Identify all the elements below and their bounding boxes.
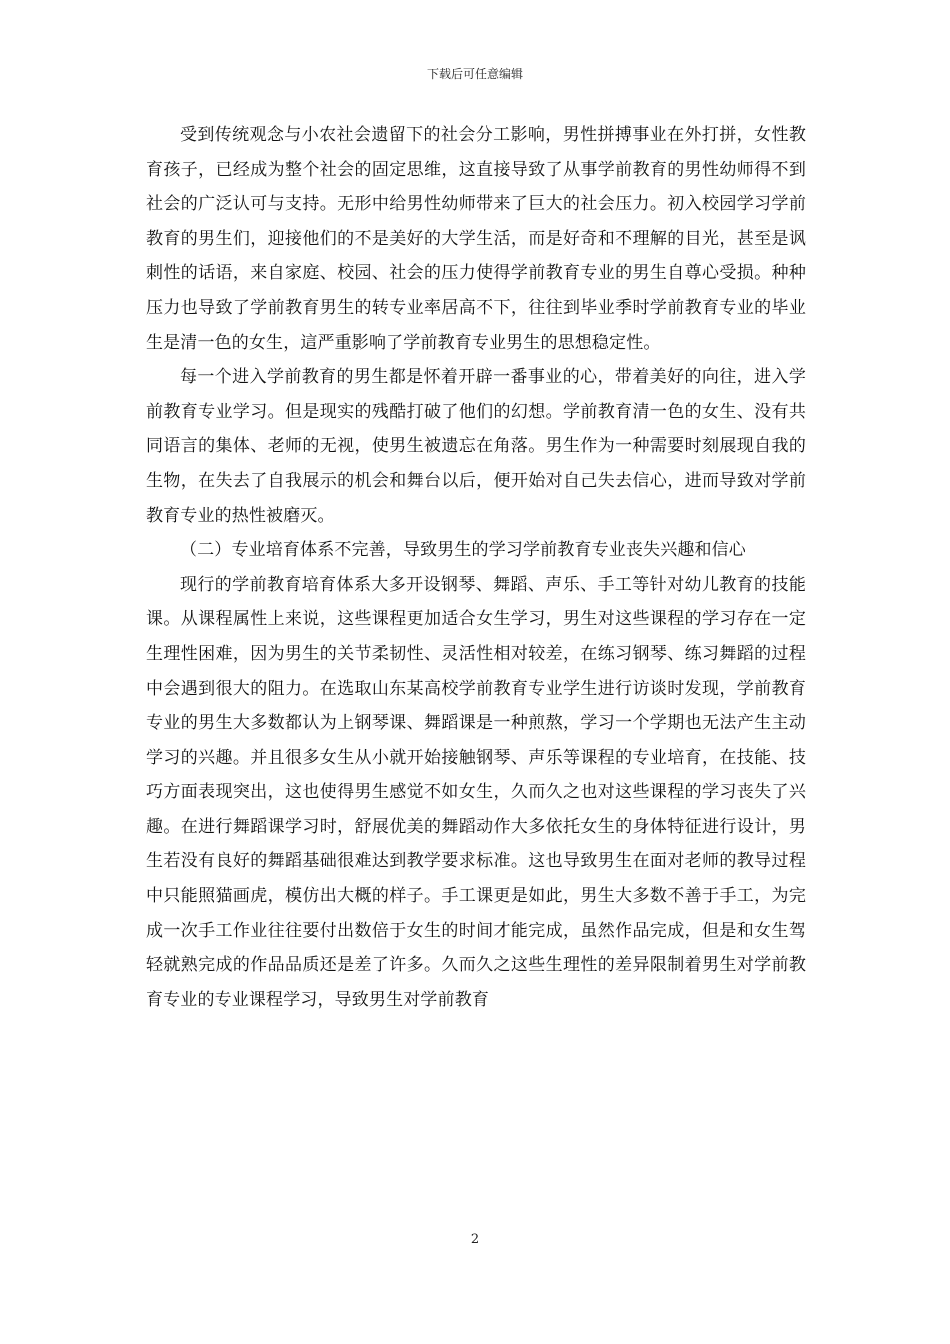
body-paragraph-3: 现行的学前教育培育体系大多开设钢琴、舞蹈、声乐、手工等针对幼儿教育的技能课。从课程属性上来说，这些课程更加适合女生学习，男生对这些课程的学习存在一定生理性困难，因为男生的关节柔韧性、灵活性相对较差，在练习钢琴、练习舞蹈的过程中会遇到很大的阻力。在选取山东某高校学前教育专业学生进行访谈时发现，学前教育专业的男生大多数都认为上钢琴课、舞蹈课是一种煎熬，学习一个学期也无法产生主动学习的兴趣。并且很多女生从小就开始接触钢琴、声乐等课程的专业培育，在技能、技巧方面表现突出，这也使得男生感觉不如女生，久而久之也对这些课程的学习丧失了兴趣。在进行舞蹈课学习时，舒展优美的舞蹈动作大多依托女生的身体特征进行设计，男生若没有良好的舞蹈基础很难达到教学要求标准。这也导致男生在面对老师的教导过程中只能照猫画虎，模仿出大概的样子。手工课更是如此，男生大多数不善于手工，为完成一次手工作业往往要付出数倍于女生的时间才能完成，虽然作品完成，但是和女生驾轻就熟完成的作品品质还是差了许多。久而久之这些生理性的差异限制着男生对学前教育专业的专业课程学习，导致男生对学前教育 [146,574,806,1010]
document-body [146,118,806,1017]
body-paragraph-2: 每一个进入学前教育的男生都是怀着开辟一番事业的心，带着美好的向往，进入学前教育专业学习。但是现实的残酷打破了他们的幻想。学前教育清一色的女生、没有共同语言的集体、老师的无视，使男生被遗忘在角落。男生作为一种需要时刻展现自我的生物，在失去了自我展示的机会和舞台以后，便开始对自己失去信心，进而导致对学前教育专业的热性被磨灭。 [146,367,806,526]
body-paragraph-1: 受到传统观念与小农社会遗留下的社会分工影响，男性拼搏事业在外打拼，女性教育孩子，已经成为整个社会的固定思维，这直接导致了从事学前教育的男性幼师得不到社会的广泛认可与支持。无形中给男性幼师带来了巨大的社会压力。初入校园学习学前教育的男生们，迎接他们的不是美好的大学生活，而是好奇和不理解的目光，甚至是讽刺性的话语，来自家庭、校园、社会的压力使得学前教育专业的男生自尊心受损。种种压力也导致了学前教育男生的转专业率居高不下，往往到毕业季时学前教育专业的毕业生是清一色的女生，這严重影响了学前教育专业男生的思想稳定性。 [146,125,806,353]
section-heading-2: （二）专业培育体系不完善，导致男生的学习学前教育专业丧失兴趣和信心 [180,540,746,561]
page-number: 2 [470,1232,480,1247]
page-header: 下载后可任意编辑 [426,67,523,81]
